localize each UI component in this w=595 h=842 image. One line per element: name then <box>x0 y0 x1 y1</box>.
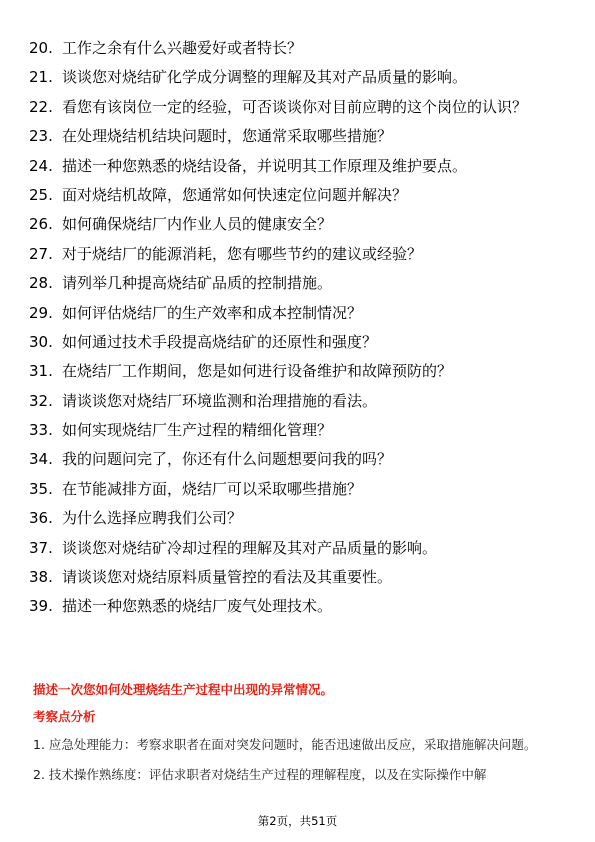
question-text: 请列举几种提高烧结矿品质的控制措施。 <box>62 274 333 293</box>
question-text: 在处理烧结机结块问题时，您通常采取哪些措施？ <box>62 127 393 146</box>
question-item <box>29 66 569 88</box>
question-text: 为什么选择应聘我们公司？ <box>62 509 243 528</box>
question-list <box>29 37 569 625</box>
question-number: 25. <box>29 185 53 204</box>
question-item <box>29 125 569 147</box>
analysis-body <box>33 734 568 794</box>
question-item <box>29 595 569 617</box>
question-item <box>29 419 569 441</box>
question-item <box>29 96 569 118</box>
question-text: 我的问题问完了，你还有什么问题想要问我的吗？ <box>62 450 393 469</box>
question-number: 24. <box>29 156 53 175</box>
question-text: 对于烧结厂的能源消耗，您有哪些节约的建议或经验？ <box>62 244 423 263</box>
question-number: 31. <box>29 362 53 381</box>
question-number: 39. <box>29 597 53 616</box>
question-text: 在节能减排方面，烧结厂可以采取哪些措施？ <box>62 479 363 498</box>
question-item <box>29 478 569 500</box>
question-item <box>29 184 569 206</box>
question-number: 33. <box>29 421 53 440</box>
question-number: 30. <box>29 332 53 351</box>
question-text: 请谈谈您对烧结原料质量管控的看法及其重要性。 <box>62 568 393 587</box>
question-item <box>29 243 569 265</box>
question-item <box>29 566 569 588</box>
question-number: 29. <box>29 303 53 322</box>
question-item <box>29 302 569 324</box>
question-text: 谈谈您对烧结矿冷却过程的理解及其对产品质量的影响。 <box>62 538 438 557</box>
question-number: 26. <box>29 215 53 234</box>
question-item <box>29 360 569 382</box>
question-number: 32. <box>29 391 53 410</box>
question-number: 28. <box>29 274 53 293</box>
question-text: 描述一种您熟悉的烧结设备，并说明其工作原理及维护要点。 <box>62 156 468 175</box>
question-text: 如何评估烧结厂的生产效率和成本控制情况？ <box>62 303 363 322</box>
question-text: 工作之余有什么兴趣爱好或者特长？ <box>62 39 303 57</box>
question-number: 21. <box>29 68 53 87</box>
question-text: 如何通过技术手段提高烧结矿的还原性和强度？ <box>62 332 378 351</box>
question-number: 34. <box>29 450 53 469</box>
question-item <box>29 213 569 235</box>
question-item <box>29 37 569 59</box>
question-item <box>29 331 569 353</box>
highlight-question: 描述一次您如何处理烧结生产过程中出现的异常情况。 <box>33 682 334 697</box>
question-number: 22. <box>29 97 53 116</box>
question-number: 38. <box>29 568 53 587</box>
question-number: 20. <box>29 39 53 57</box>
question-number: 35. <box>29 479 53 498</box>
question-text: 请谈谈您对烧结厂环境监测和治理措施的看法。 <box>62 391 378 410</box>
question-number: 27. <box>29 244 53 263</box>
question-number: 36. <box>29 509 53 528</box>
question-item <box>29 155 569 177</box>
question-text: 面对烧结机故障，您通常如何快速定位问题并解决？ <box>62 185 408 204</box>
question-item <box>29 448 569 470</box>
question-item <box>29 537 569 559</box>
question-text: 看您有该岗位一定的经验，可否谈谈你对目前应聘的这个岗位的认识？ <box>62 97 528 116</box>
question-number: 23. <box>29 127 53 146</box>
question-text: 在烧结厂工作期间，您是如何进行设备维护和故障预防的？ <box>62 362 453 381</box>
question-number: 37. <box>29 538 53 557</box>
question-item <box>29 507 569 529</box>
page-footer: 第2页，共51页 <box>257 814 338 828</box>
question-text: 谈谈您对烧结矿化学成分调整的理解及其对产品质量的影响。 <box>62 68 468 87</box>
question-text: 描述一种您熟悉的烧结厂废气处理技术。 <box>62 597 333 616</box>
analysis-point: 2. 技术操作熟练度：评估求职者对烧结生产过程的理解程度，以及在实际操作中解 <box>33 767 487 782</box>
question-text: 如何实现烧结厂生产过程的精细化管理？ <box>62 421 333 440</box>
analysis-point: 1. 应急处理能力：考察求职者在面对突发问题时，能否迅速做出反应，采取措施解决问题。 <box>33 737 537 752</box>
analysis-heading: 考察点分析 <box>33 709 96 724</box>
question-item <box>29 390 569 412</box>
question-text: 如何确保烧结厂内作业人员的健康安全？ <box>62 215 333 234</box>
question-item <box>29 272 569 294</box>
